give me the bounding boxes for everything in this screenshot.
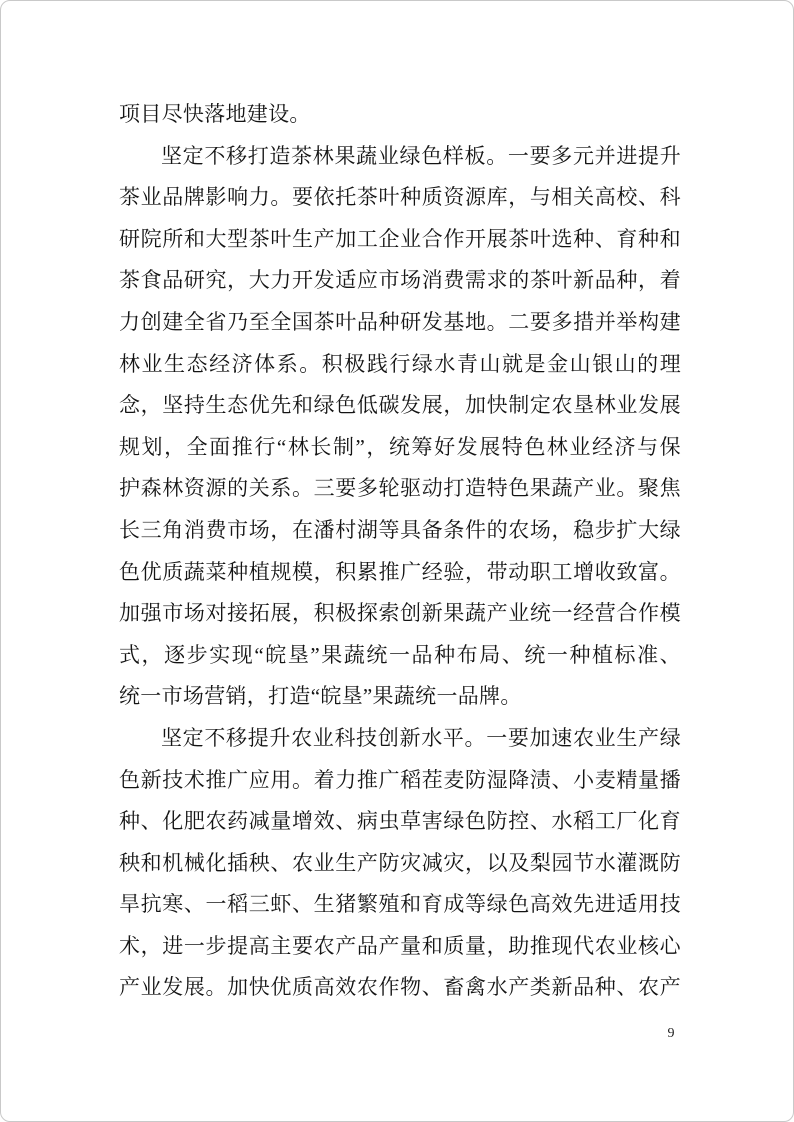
text-line: 色优质蔬菜种植规模，积累推广经验，带动职工增收致富。 <box>119 559 681 584</box>
text-line: 力创建全省乃至全国茶叶品种研发基地。二要多措并举构建 <box>119 309 681 334</box>
page-number: 9 <box>667 1026 675 1041</box>
text-line: 茶业品牌影响力。要依托茶叶种质资源库，与相关高校、科 <box>119 185 681 210</box>
text-line: 式，逐步实现“皖垦”果蔬统一品种布局、统一种植标准、 <box>119 642 681 667</box>
text-line: 项目尽快落地建设。 <box>119 102 311 126</box>
text-line: 念，坚持生态优先和绿色低碳发展，加快制定农垦林业发展 <box>119 393 681 418</box>
text-line: 秧和机械化插秧、农业生产防灾减灾，以及梨园节水灌溉防 <box>119 850 681 875</box>
text-line: 坚定不移打造茶林果蔬业绿色样板。一要多元并进提升 <box>161 143 681 168</box>
text-line: 统一市场营销，打造“皖垦”果蔬统一品牌。 <box>119 684 522 709</box>
text-line: 规划，全面推行“林长制”，统筹好发展特色林业经济与保 <box>119 434 681 459</box>
text-line: 色新技术推广应用。着力推广稻茬麦防湿降渍、小麦精量播 <box>119 767 681 792</box>
text-line: 加强市场对接拓展，积极探索创新果蔬产业统一经营合作模 <box>119 601 681 626</box>
text-line: 种、化肥农药减量增效、病虫草害绿色防控、水稻工厂化育 <box>119 809 681 834</box>
text-line: 林业生态经济体系。积极践行绿水青山就是金山银山的理 <box>119 351 681 376</box>
text-line: 茶食品研究，大力开发适应市场消费需求的茶叶新品种，着 <box>119 268 681 293</box>
text-line: 护森林资源的关系。三要多轮驱动打造特色果蔬产业。聚焦 <box>119 476 681 501</box>
body-text <box>119 94 681 1009</box>
text-line: 产业发展。加快优质高效农作物、畜禽水产类新品种、农产 <box>119 975 681 1000</box>
text-line: 术，进一步提高主要农产品产量和质量，助推现代农业核心 <box>119 933 681 958</box>
text-line: 旱抗寒、一稻三虾、生猪繁殖和育成等绿色高效先进适用技 <box>119 892 681 917</box>
text-line: 坚定不移提升农业科技创新水平。一要加速农业生产绿 <box>161 725 681 750</box>
text-line: 长三角消费市场，在潘村湖等具备条件的农场，稳步扩大绿 <box>119 517 681 542</box>
text-line: 研院所和大型茶叶生产加工企业合作开展茶叶选种、育种和 <box>119 226 681 251</box>
